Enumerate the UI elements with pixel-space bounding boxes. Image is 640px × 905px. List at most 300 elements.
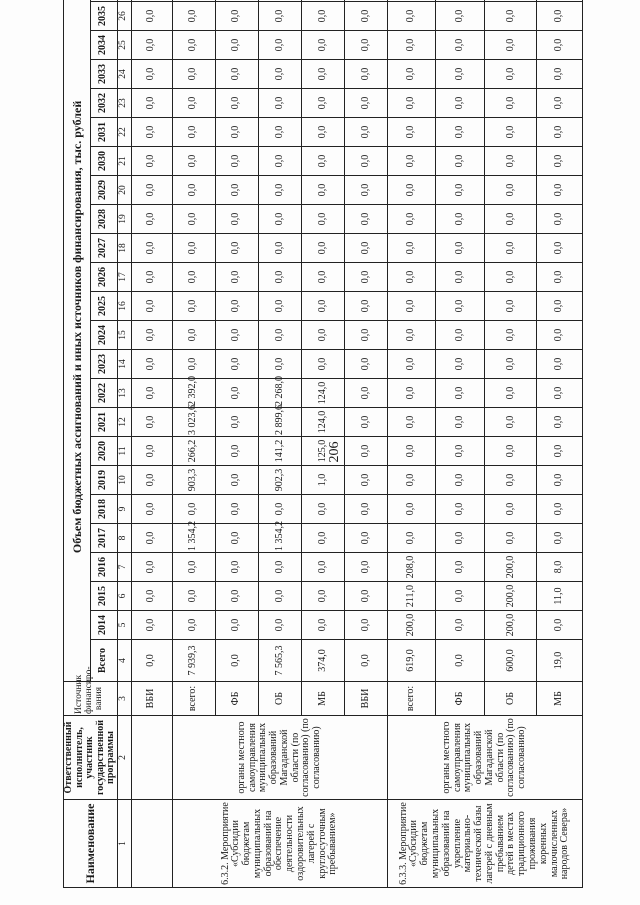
column-index-cell: 18 (117, 234, 131, 263)
value-cell: 0,0 (345, 582, 388, 611)
value-cell: 0,0 (345, 176, 388, 205)
value-cell: 200,0 (388, 611, 435, 640)
value-cell: 0,0 (301, 292, 344, 321)
value-cell: 0,0 (131, 89, 172, 118)
value-cell: 0,0 (485, 292, 537, 321)
value-cell: 0,0 (435, 437, 485, 466)
value-cell: 0,0 (345, 118, 388, 147)
value-cell: 124,0 (301, 379, 344, 408)
value-cell: 0,0 (172, 176, 215, 205)
value-cell: 0,0 (215, 379, 258, 408)
value-cell: 0,0 (388, 263, 435, 292)
value-cell: 0,0 (258, 60, 301, 89)
value-cell: 0,0 (435, 553, 485, 582)
value-cell: 0,0 (435, 118, 485, 147)
header-year: 2033 (90, 60, 117, 89)
value-cell: 0,0 (345, 89, 388, 118)
column-index-cell: 11 (117, 437, 131, 466)
value-cell: 0,0 (388, 118, 435, 147)
header-year: 2018 (90, 495, 117, 524)
value-cell: 0,0 (301, 524, 344, 553)
value-cell: 266,2 (172, 437, 215, 466)
value-cell: 0,0 (258, 611, 301, 640)
value-cell: 1,0 (301, 466, 344, 495)
value-cell: 0,0 (131, 437, 172, 466)
value-cell: 0,0 (172, 263, 215, 292)
column-index-cell (117, 0, 131, 2)
column-index-cell: 4 (117, 640, 131, 682)
value-cell: 0,0 (388, 147, 435, 176)
header-year: 2016 (90, 553, 117, 582)
header-year: 2029 (90, 176, 117, 205)
value-cell: 0,0 (172, 118, 215, 147)
value-cell: 0,0 (345, 205, 388, 234)
value-cell: 0,0 (172, 321, 215, 350)
fin-source-cell: МБ (537, 682, 582, 716)
value-cell: 0,0 (131, 553, 172, 582)
value-cell: 0,0 (258, 292, 301, 321)
value-cell: 0,0 (215, 640, 258, 682)
activity-name-cell: 6.3.3. Мероприятие «Субсидии бюджетам муниципальных образований на укрепление материально-технической базы лагерей с дневным пребыванием детей в местах традиционного проживания коренных малочисленных народов Севера» (388, 800, 582, 888)
activity-name-cell: 6.3.2. Мероприятие «Субсидии бюджетам муниципальных образований на обеспечение деятельности оздоровительных лагерей с круглосуточным пребыванием» (172, 800, 388, 888)
value-cell (131, 0, 172, 2)
value-cell: 0,0 (258, 89, 301, 118)
value-cell: 0,0 (215, 89, 258, 118)
value-cell: 0,0 (388, 350, 435, 379)
value-cell: 0,0 (258, 147, 301, 176)
value-cell: 0,0 (485, 408, 537, 437)
value-cell: 8,0 (537, 553, 582, 582)
value-cell: 0,0 (435, 640, 485, 682)
value-cell: 124,0 (301, 408, 344, 437)
column-index-cell: 9 (117, 495, 131, 524)
value-cell: 0,0 (131, 524, 172, 553)
column-index-cell: 21 (117, 147, 131, 176)
header-year: 2021 (90, 408, 117, 437)
value-cell: 3 023,6 (172, 408, 215, 437)
header-year: 2024 (90, 321, 117, 350)
rotated-table-frame (63, 6, 573, 888)
value-cell: 0,0 (258, 582, 301, 611)
header-year: 2028 (90, 205, 117, 234)
header-year: 2022 (90, 379, 117, 408)
fin-source-cell: ОБ (258, 682, 301, 716)
value-cell: 0,0 (435, 379, 485, 408)
value-cell: 0,0 (485, 234, 537, 263)
value-cell: 0,0 (388, 31, 435, 60)
header-year: 2019 (90, 466, 117, 495)
column-index-cell: 6 (117, 582, 131, 611)
value-cell: 0,0 (345, 147, 388, 176)
value-cell: 0,0 (537, 118, 582, 147)
value-cell: 0,0 (215, 553, 258, 582)
value-cell: 0,0 (388, 2, 435, 31)
value-cell: 0,0 (435, 234, 485, 263)
value-cell: 0,0 (301, 60, 344, 89)
value-cell: 0,0 (258, 321, 301, 350)
value-cell: 0,0 (172, 89, 215, 118)
value-cell: 0,0 (435, 147, 485, 176)
value-cell: 0,0 (172, 31, 215, 60)
value-cell: 0,0 (485, 31, 537, 60)
value-cell: 0,0 (537, 147, 582, 176)
value-cell: 7 565,3 (258, 640, 301, 682)
value-cell: 0,0 (388, 408, 435, 437)
value-cell: 0,0 (345, 292, 388, 321)
value-cell: 0,0 (215, 263, 258, 292)
column-index-cell: 22 (117, 118, 131, 147)
value-cell: 0,0 (258, 176, 301, 205)
fin-source-cell: ФБ (215, 682, 258, 716)
value-cell: 0,0 (537, 292, 582, 321)
value-cell: 0,0 (131, 2, 172, 31)
value-cell: 0,0 (388, 292, 435, 321)
value-cell: 0,0 (301, 118, 344, 147)
value-cell: 0,0 (131, 379, 172, 408)
value-cell: 2 392,0 (172, 379, 215, 408)
value-cell: 0,0 (215, 2, 258, 31)
value-cell: 0,0 (485, 89, 537, 118)
value-cell: 0,0 (215, 147, 258, 176)
value-cell: 125,0 (301, 437, 344, 466)
column-index-cell: 26 (117, 2, 131, 31)
value-cell: 0,0 (131, 234, 172, 263)
value-cell (537, 0, 582, 2)
value-cell: 0,0 (537, 524, 582, 553)
value-cell: 0,0 (435, 321, 485, 350)
value-cell: 0,0 (215, 437, 258, 466)
value-cell (215, 0, 258, 2)
value-cell: 0,0 (172, 234, 215, 263)
column-index-cell: 24 (117, 60, 131, 89)
value-cell: 0,0 (537, 176, 582, 205)
value-cell: 0,0 (301, 176, 344, 205)
value-cell: 1 354,2 (172, 524, 215, 553)
value-cell: 0,0 (301, 611, 344, 640)
value-cell: 0,0 (215, 408, 258, 437)
value-cell: 0,0 (345, 263, 388, 292)
value-cell: 0,0 (435, 60, 485, 89)
value-cell: 0,0 (435, 582, 485, 611)
value-cell: 11,0 (537, 582, 582, 611)
value-cell: 0,0 (537, 2, 582, 31)
value-cell: 0,0 (215, 118, 258, 147)
header-year: 2031 (90, 118, 117, 147)
value-cell: 0,0 (172, 611, 215, 640)
value-cell: 903,3 (172, 466, 215, 495)
value-cell (485, 0, 537, 2)
value-cell: 0,0 (435, 176, 485, 205)
value-cell: 0,0 (131, 31, 172, 60)
column-index-cell: 14 (117, 350, 131, 379)
value-cell: 0,0 (131, 176, 172, 205)
value-cell: 0,0 (388, 524, 435, 553)
value-cell: 208,0 (388, 553, 435, 582)
header-total: Всего (90, 640, 117, 682)
value-cell: 902,3 (258, 466, 301, 495)
value-cell: 0,0 (172, 495, 215, 524)
header-name: Наименование (64, 800, 118, 888)
column-index-cell: 10 (117, 466, 131, 495)
value-cell: 0,0 (258, 553, 301, 582)
value-cell: 0,0 (537, 234, 582, 263)
page-number: 206 (327, 441, 342, 463)
column-index-cell: 20 (117, 176, 131, 205)
header-year: 2030 (90, 147, 117, 176)
value-cell: 0,0 (258, 350, 301, 379)
value-cell: 2 268,0 (258, 379, 301, 408)
column-index-cell: 19 (117, 205, 131, 234)
value-cell: 0,0 (301, 205, 344, 234)
value-cell: 0,0 (537, 60, 582, 89)
value-cell: 0,0 (435, 611, 485, 640)
value-cell: 0,0 (131, 350, 172, 379)
value-cell (172, 0, 215, 2)
value-cell: 200,0 (485, 553, 537, 582)
value-cell: 0,0 (435, 263, 485, 292)
table-row (172, 0, 215, 888)
column-index-cell: 1 (117, 800, 131, 888)
column-index-cell: 7 (117, 553, 131, 582)
value-cell: 0,0 (258, 205, 301, 234)
column-index-cell: 23 (117, 89, 131, 118)
value-cell: 0,0 (435, 31, 485, 60)
value-cell: 0,0 (388, 466, 435, 495)
responsible-executor-cell: органы местного самоуправления муниципальных образований Магаданской области (по согласованию) (по согласованию) (388, 716, 582, 800)
column-index-cell: 15 (117, 321, 131, 350)
value-cell: 0,0 (258, 118, 301, 147)
value-cell: 0,0 (172, 553, 215, 582)
value-cell: 0,0 (172, 60, 215, 89)
value-cell: 0,0 (537, 379, 582, 408)
value-cell: 0,0 (435, 350, 485, 379)
value-cell: 0,0 (301, 263, 344, 292)
value-cell: 0,0 (172, 147, 215, 176)
value-cell: 0,0 (215, 466, 258, 495)
value-cell: 0,0 (537, 495, 582, 524)
column-index-cell: 17 (117, 263, 131, 292)
value-cell: 0,0 (537, 205, 582, 234)
value-cell: 0,0 (485, 263, 537, 292)
column-index-cell: 16 (117, 292, 131, 321)
column-index-cell: 25 (117, 31, 131, 60)
value-cell: 0,0 (485, 495, 537, 524)
value-cell: 374,0 (301, 640, 344, 682)
value-cell: 0,0 (537, 321, 582, 350)
value-cell: 619,0 (388, 640, 435, 682)
value-cell: 0,0 (301, 2, 344, 31)
value-cell: 0,0 (131, 466, 172, 495)
value-cell: 0,0 (537, 31, 582, 60)
column-index-cell: 3 (117, 682, 131, 716)
header-row-index (117, 0, 131, 888)
header-year: 2025 (90, 292, 117, 321)
value-cell: 0,0 (131, 582, 172, 611)
value-cell: 7 939,3 (172, 640, 215, 682)
value-cell: 0,0 (345, 437, 388, 466)
value-cell: 0,0 (215, 350, 258, 379)
header-responsible: Ответственный исполнитель, участник государственной программы (64, 716, 118, 800)
value-cell: 0,0 (435, 408, 485, 437)
value-cell: 0,0 (485, 118, 537, 147)
table-row (131, 0, 172, 888)
value-cell: 0,0 (172, 205, 215, 234)
value-cell: 0,0 (131, 611, 172, 640)
value-cell: 0,0 (301, 31, 344, 60)
header-row-top (64, 0, 91, 888)
column-index-cell: 8 (117, 524, 131, 553)
value-cell: 0,0 (345, 611, 388, 640)
value-cell: 0,0 (131, 408, 172, 437)
column-index-cell: 2 (117, 716, 131, 800)
value-cell: 0,0 (485, 205, 537, 234)
value-cell: 0,0 (537, 408, 582, 437)
value-cell: 200,0 (485, 611, 537, 640)
value-cell: 0,0 (485, 524, 537, 553)
value-cell: 0,0 (301, 234, 344, 263)
value-cell: 0,0 (258, 263, 301, 292)
value-cell: 0,0 (388, 234, 435, 263)
value-cell: 0,0 (131, 60, 172, 89)
column-index-cell: 5 (117, 611, 131, 640)
value-cell: 141,2 (258, 437, 301, 466)
empty-cell (131, 716, 172, 800)
value-cell: 0,0 (131, 495, 172, 524)
value-cell: 0,0 (485, 437, 537, 466)
value-cell (301, 0, 344, 2)
value-cell: 0,0 (388, 176, 435, 205)
header-year: 2017 (90, 524, 117, 553)
value-cell: 0,0 (301, 553, 344, 582)
value-cell: 0,0 (131, 292, 172, 321)
fin-source-cell: ОБ (485, 682, 537, 716)
value-cell: 0,0 (435, 2, 485, 31)
value-cell: 0,0 (388, 495, 435, 524)
fin-source-cell: ФБ (435, 682, 485, 716)
value-cell: 0,0 (258, 495, 301, 524)
value-cell: 211,0 (388, 582, 435, 611)
value-cell: 0,0 (485, 176, 537, 205)
value-cell: 2 899,6 (258, 408, 301, 437)
value-cell: 0,0 (345, 2, 388, 31)
financing-table (63, 0, 583, 888)
value-cell: 0,0 (215, 176, 258, 205)
table-body (131, 0, 582, 888)
value-cell: 0,0 (485, 350, 537, 379)
value-cell: 0,0 (215, 321, 258, 350)
value-cell: 0,0 (131, 147, 172, 176)
column-index-cell: 13 (117, 379, 131, 408)
header-year: 2032 (90, 89, 117, 118)
value-cell: 0,0 (435, 524, 485, 553)
value-cell: 0,0 (537, 263, 582, 292)
value-cell: 0,0 (215, 60, 258, 89)
value-cell: 0,0 (258, 234, 301, 263)
value-cell: 0,0 (215, 234, 258, 263)
value-cell: 0,0 (131, 205, 172, 234)
fin-source-cell: всего: (388, 682, 435, 716)
value-cell: 0,0 (345, 524, 388, 553)
header-year: 2026 (90, 263, 117, 292)
value-cell: 0,0 (345, 408, 388, 437)
value-cell: 0,0 (537, 466, 582, 495)
value-cell: 0,0 (345, 350, 388, 379)
value-cell: 0,0 (172, 350, 215, 379)
table-row (388, 0, 435, 888)
empty-cell (131, 800, 172, 888)
value-cell: 600,0 (485, 640, 537, 682)
header-fin-source: Источник финансиро-вания (64, 682, 118, 716)
fin-source-cell: всего: (172, 682, 215, 716)
value-cell: 0,0 (131, 321, 172, 350)
value-cell: 0,0 (345, 466, 388, 495)
value-cell: 0,0 (131, 118, 172, 147)
fin-source-cell: МБ (301, 682, 344, 716)
header-year: 2035 (90, 2, 117, 31)
header-year (90, 0, 117, 2)
value-cell: 0,0 (388, 60, 435, 89)
value-cell: 0,0 (435, 495, 485, 524)
value-cell: 0,0 (301, 582, 344, 611)
value-cell: 0,0 (345, 60, 388, 89)
value-cell: 0,0 (485, 321, 537, 350)
value-cell (258, 0, 301, 2)
header-year: 2023 (90, 350, 117, 379)
value-cell: 1 354,2 (258, 524, 301, 553)
responsible-executor-cell: органы местного самоуправления муниципальных образований Магаданской области (по согласованию) (по согласованию) (172, 716, 388, 800)
header-year: 2015 (90, 582, 117, 611)
value-cell: 0,0 (215, 611, 258, 640)
value-cell: 0,0 (258, 31, 301, 60)
value-cell (345, 0, 388, 2)
value-cell: 0,0 (215, 292, 258, 321)
value-cell: 0,0 (435, 205, 485, 234)
value-cell: 0,0 (301, 350, 344, 379)
value-cell: 0,0 (131, 640, 172, 682)
value-cell: 0,0 (301, 89, 344, 118)
header-year: 2027 (90, 234, 117, 263)
value-cell: 0,0 (172, 2, 215, 31)
value-cell: 0,0 (485, 147, 537, 176)
header-year: 2014 (90, 611, 117, 640)
value-cell: 0,0 (388, 321, 435, 350)
value-cell: 0,0 (345, 553, 388, 582)
value-cell: 0,0 (172, 582, 215, 611)
value-cell: 0,0 (345, 321, 388, 350)
value-cell: 0,0 (215, 31, 258, 60)
header-year: 2020 (90, 437, 117, 466)
fin-source-cell: ВБИ (131, 682, 172, 716)
value-cell: 0,0 (131, 263, 172, 292)
value-cell: 19,0 (537, 640, 582, 682)
value-cell: 0,0 (301, 321, 344, 350)
value-cell: 0,0 (172, 292, 215, 321)
header-year: 2034 (90, 31, 117, 60)
value-cell: 0,0 (301, 495, 344, 524)
value-cell: 0,0 (258, 2, 301, 31)
value-cell: 0,0 (537, 89, 582, 118)
value-cell: 0,0 (485, 379, 537, 408)
value-cell: 0,0 (388, 89, 435, 118)
value-cell: 0,0 (345, 379, 388, 408)
fin-source-cell: ВБИ (345, 682, 388, 716)
value-cell: 0,0 (215, 582, 258, 611)
value-cell: 0,0 (435, 89, 485, 118)
value-cell: 0,0 (215, 205, 258, 234)
value-cell: 0,0 (485, 60, 537, 89)
value-cell: 0,0 (215, 495, 258, 524)
value-cell: 0,0 (215, 524, 258, 553)
